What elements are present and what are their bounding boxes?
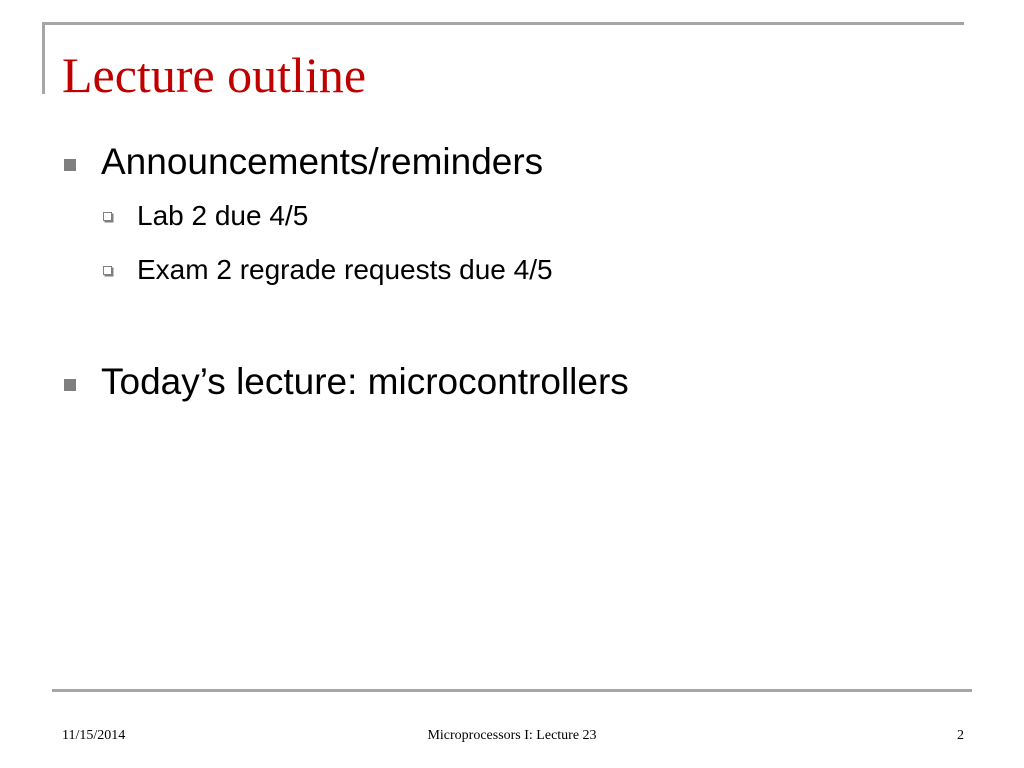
- sub-bullet-text: Lab 2 due 4/5: [137, 200, 309, 231]
- bullet-text: Announcements/reminders: [101, 141, 544, 182]
- footer-title: [0, 727, 1024, 745]
- sub-bullet-text: Exam 2 regrade requests due 4/5: [137, 254, 553, 285]
- bullet-text: Today’s lecture: microcontrollers: [101, 361, 629, 402]
- square-bullet-icon: [64, 159, 76, 171]
- hollow-square-bullet-icon: [103, 212, 112, 221]
- hollow-square-bullet-icon: [103, 266, 112, 275]
- footer-title-text: Microprocessors I: Lecture 23: [427, 728, 597, 743]
- square-bullet-icon: [64, 379, 76, 391]
- slide-title: Lecture outline: [62, 47, 367, 103]
- footer-date: 11/15/2014: [62, 728, 126, 743]
- footer-page-number: 2: [957, 728, 964, 743]
- footer-divider: [52, 689, 972, 692]
